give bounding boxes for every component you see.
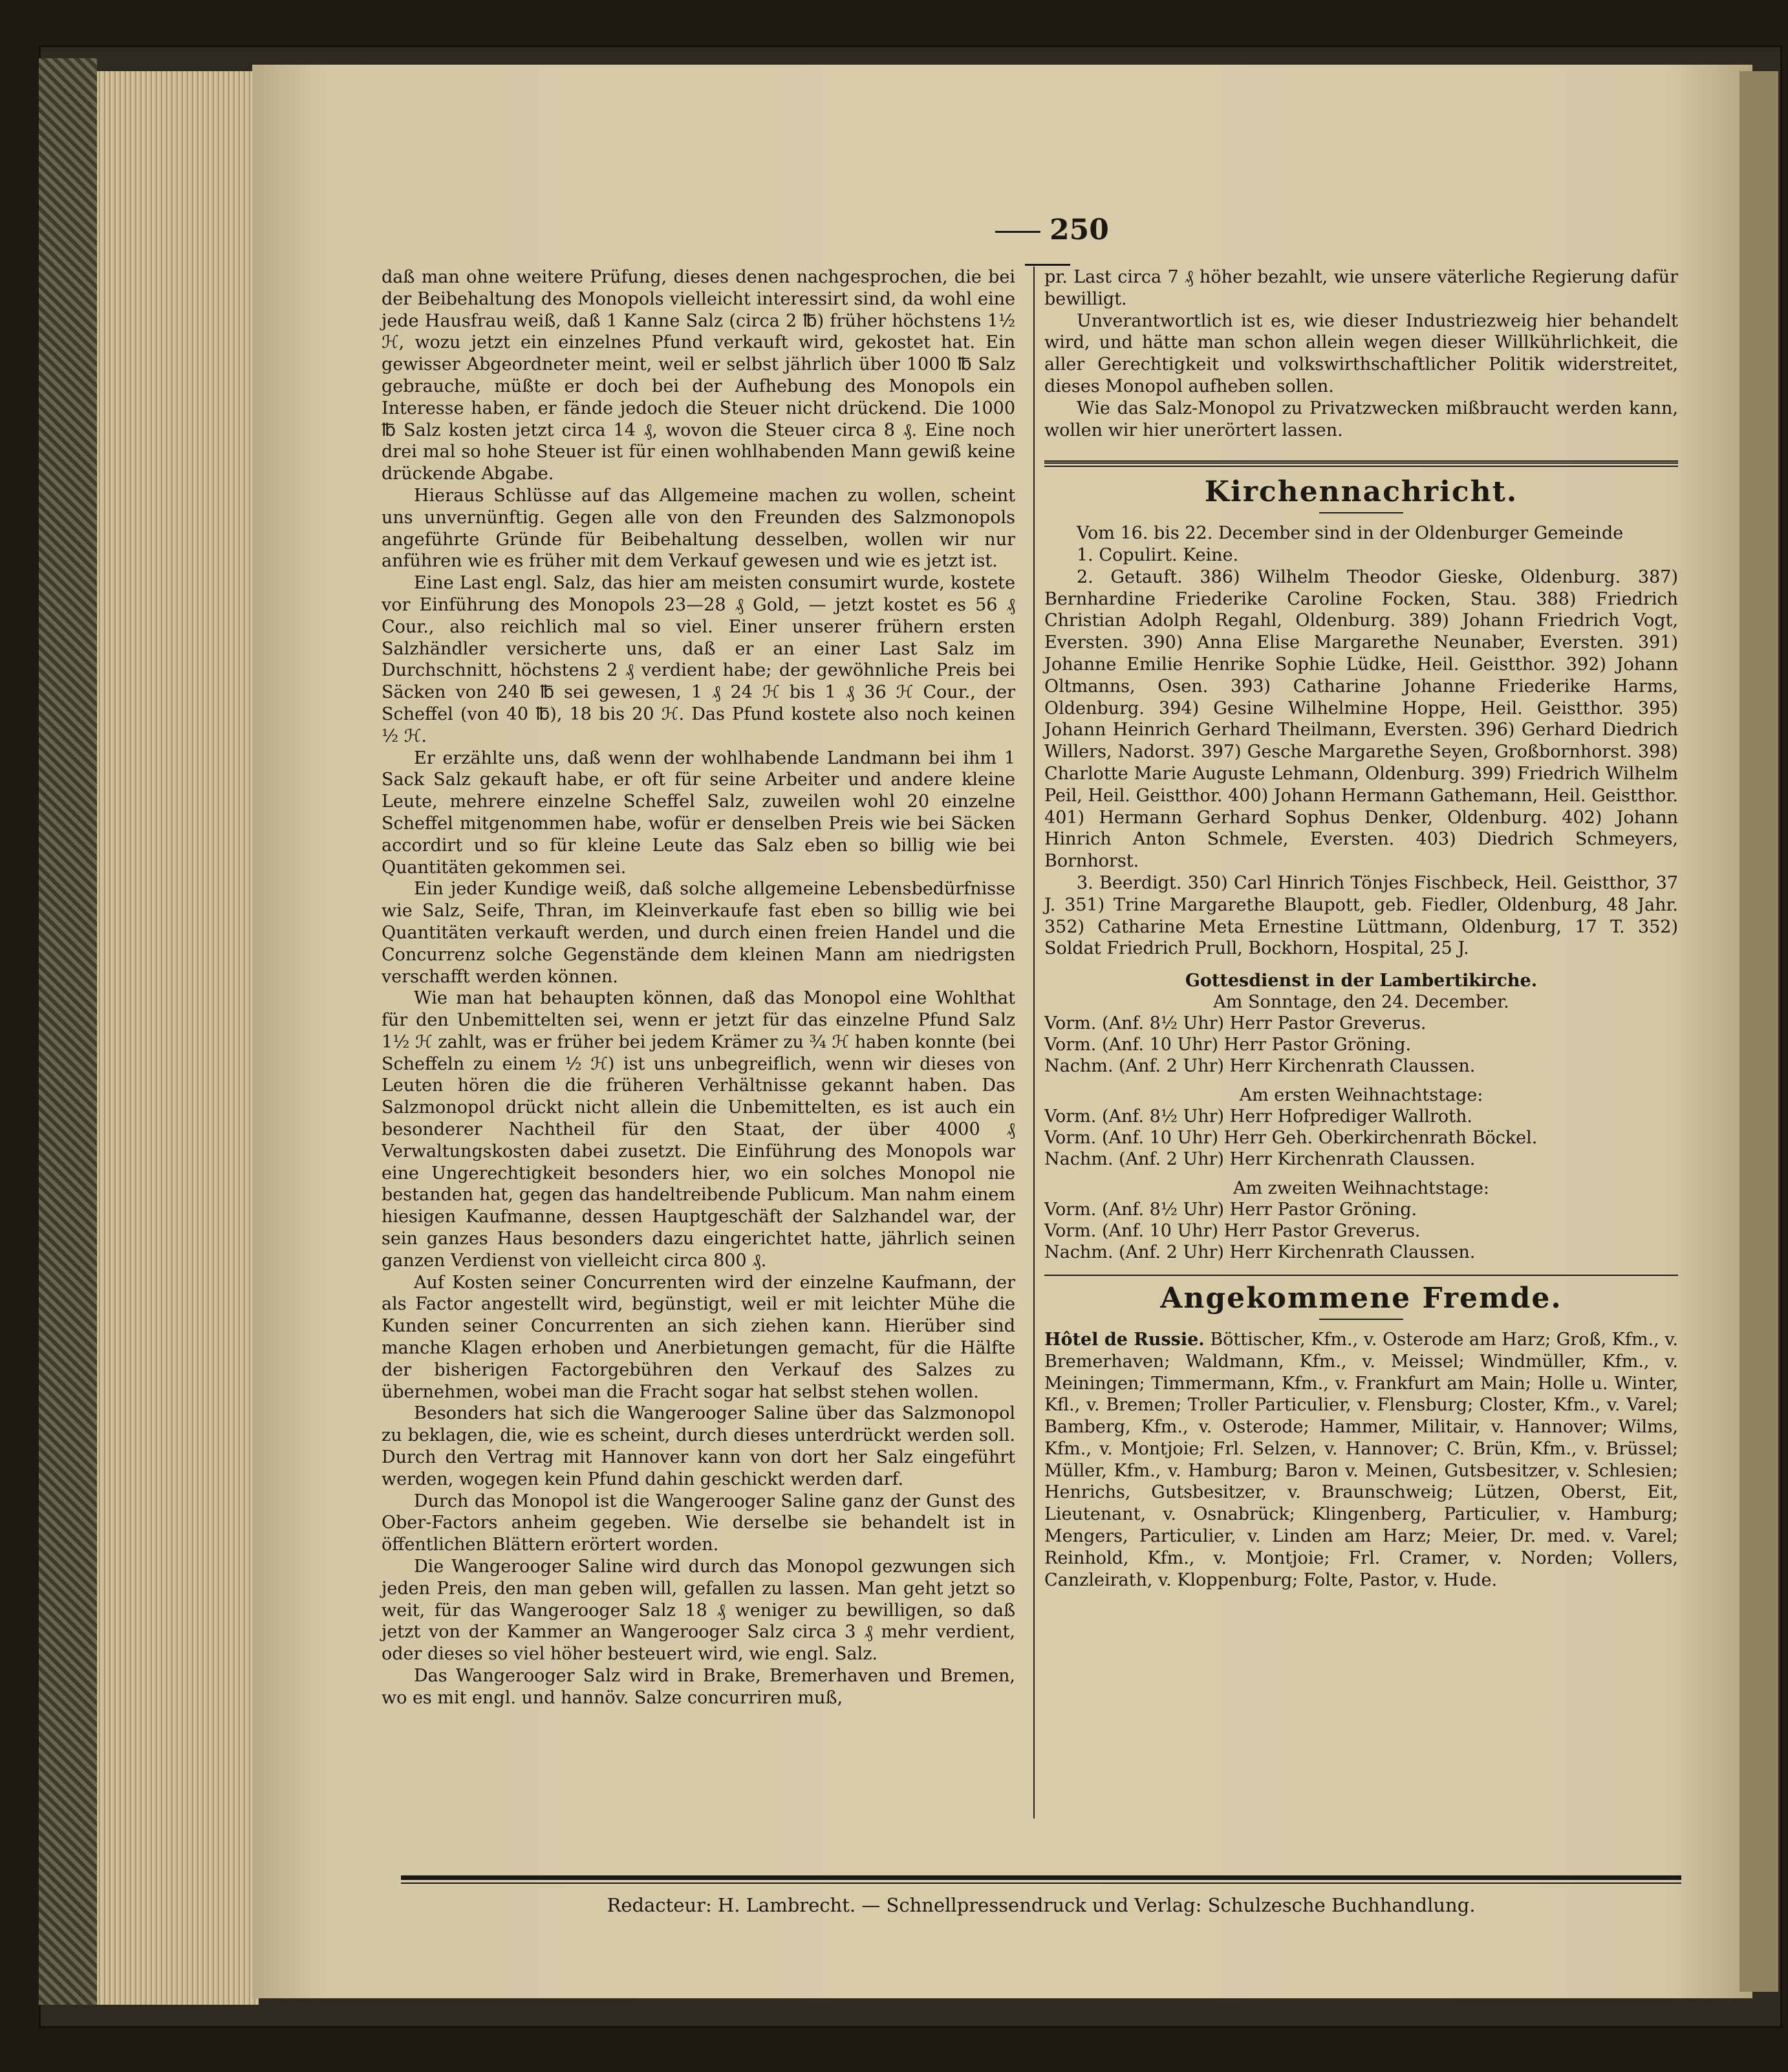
- paragraph: Er erzählte uns, daß wenn der wohlhabende Landmann bei ihm 1 Sack Salz gekauft habe, er oft für seine Arbeiter und andere kleine Leute, mehrere einzelne Scheffel Salz, zuweilen wohl 20 einzelne Scheffel mitgenommen habe, wofür er denselben Preis wie bei Säcken accordirt und so für kleine Leute das Salz eben so billig wie bei Quantitäten gekommen sei.: [382, 748, 1015, 878]
- service-line: Nachm. (Anf. 2 Uhr) Herr Kirchenrath Claussen.: [1044, 1149, 1476, 1170]
- paragraph: Das Wangerooger Salz wird in Brake, Bremerhaven und Bremen, wo es mit engl. und hannöv. Salze concurriren muß,: [382, 1666, 1015, 1708]
- service-line: Vorm. (Anf. 8½ Uhr) Herr Hofprediger Wallroth.: [1044, 1106, 1472, 1127]
- service-line: Vorm. (Anf. 8½ Uhr) Herr Pastor Greverus.: [1044, 1013, 1427, 1034]
- paragraph: pr. Last circa 7 ₰ höher bezahlt, wie unsere väterliche Regierung dafür bewilligt.: [1044, 267, 1678, 309]
- left-column: [382, 266, 1015, 1709]
- service-line: Nachm. (Anf. 2 Uhr) Herr Kirchenrath Claussen.: [1044, 1056, 1476, 1077]
- hotel-name: Hôtel de Russie.: [1044, 1329, 1205, 1350]
- arrivals-heading: Angekommene Fremde.: [1160, 1282, 1562, 1315]
- paragraph: Ein jeder Kundige weiß, daß solche allgemeine Lebensbedürfnisse wie Salz, Seife, Thran, im Kleinverkaufe fast eben so billig wie bei Quantitäten verkauft werden, und durch einen freien Handel und die Concurrenz solche Gegenstände dem kleinen Mann am niedrigsten verschafft werden können.: [382, 879, 1015, 987]
- short-rule: [1319, 512, 1403, 513]
- footer-rule: [401, 1875, 1681, 1884]
- church-intro: Vom 16. bis 22. December sind in der Oldenburger Gemeinde: [1077, 523, 1624, 544]
- paragraph: Eine Last engl. Salz, das hier am meisten consumirt wurde, kostete vor Einführung des Monopols 23—28 ₰ Gold, — jetzt kostet es 56 ₰ Cour., also reichlich mal so viel. Einer unserer frühern ersten Salzhändler versicherte uns, daß er an einer Last Salz im Durchschnitt, höchstens 2 ₰ verdient habe; der gewöhnliche Preis bei Säcken von 240 ℔ sei gewesen, 1 ₰ 24 ℋ bis 1 ₰ 36 ℋ Cour., der Scheffel (von 40 ℔), 18 bis 20 ℋ. Das Pfund kostete also noch keinen ½ ℋ.: [382, 573, 1015, 746]
- service-line: Nachm. (Anf. 2 Uhr) Herr Kirchenrath Claussen.: [1044, 1242, 1476, 1263]
- paragraph: Auf Kosten seiner Concurrenten wird der einzelne Kaufmann, der als Factor angestellt wird, begünstigt, weil er mit leichter Mühe die Kunden seiner Concurrenten an sich ziehen kann. Hierüber sind manche Klagen erhoben und Anerbietungen gemacht, für die Hälfte der bisherigen Factorgebühren den Verkauf des Salzes zu übernehmen, wobei man die Fracht sogar hat selbst stehen wollen.: [382, 1272, 1015, 1402]
- page-edges: [97, 71, 259, 2005]
- church-news-heading: Kirchennachricht.: [1204, 475, 1518, 509]
- service-line: Vorm. (Anf. 10 Uhr) Herr Pastor Gröning.: [1044, 1035, 1412, 1055]
- service-line: Vorm. (Anf. 8½ Uhr) Herr Pastor Gröning.: [1044, 1200, 1417, 1220]
- column-divider: [1033, 266, 1035, 1818]
- section-rule: [1044, 1275, 1678, 1276]
- right-gutter: [1740, 71, 1778, 1992]
- paragraph: Unverantwortlich ist es, wie dieser Industriezweig hier behandelt wird, und hätte man schon allein wegen dieser Willkührlichkeit, die aller Gerechtigkeit und volkswirthschaftlicher Politik widerstreitet, dieses Monopol aufheben sollen.: [1044, 310, 1678, 396]
- paragraph: daß man ohne weitere Prüfung, dieses denen nachgesprochen, die bei der Beibehaltung des Monopols vielleicht interessirt sind, da wohl eine jede Hausfrau weiß, daß 1 Kanne Salz (circa 2 ℔) früher höchstens 1½ ℋ, wozu jetzt ein einzelnes Pfund verkauft wird, gekostet hat. Ein gewisser Abgeordneter meint, weil er selbst jährlich über 1000 ℔ Salz gebrauche, müßte er doch bei der Aufhebung des Monopols ein Interesse haben, er fände jedoch die Steuer nicht drückend. Die 1000 ℔ Salz kosten jetzt circa 14 ₰, wovon die Steuer circa 8 ₰. Eine noch drei mal so hohe Steuer ist für einen wohlhabenden Mann gewiß keine drückende Abgabe.: [382, 267, 1015, 484]
- page-footer: [401, 1875, 1681, 1916]
- page-number: 250: [964, 213, 1132, 279]
- service-line: Vorm. (Anf. 10 Uhr) Herr Pastor Greverus.: [1044, 1221, 1421, 1242]
- sunday-heading: Am Sonntage, den 24. December.: [1213, 992, 1509, 1013]
- short-rule: [1319, 1319, 1403, 1320]
- imprint-line: Redacteur: H. Lambrecht. — Schnellpressendruck und Verlag: Schulzesche Buchhandlung.: [607, 1894, 1476, 1916]
- book-spine: [39, 58, 97, 2005]
- second-christmas-heading: Am zweiten Weihnachtstage:: [1233, 1178, 1489, 1199]
- services-heading: Gottesdienst in der Lambertikirche.: [1185, 971, 1538, 991]
- paragraph: Die Wangerooger Saline wird durch das Monopol gezwungen sich jeden Preis, den man geben will, gefallen zu lassen. Man geht jetzt so weit, für das Wangerooger Salz 18 ₰ weniger zu bewilligen, so daß jetzt von der Kammer an Wangerooger Salz circa 3 ₰ mehr verdient, oder dieses so viel höher besteuert wird, wie engl. Salz.: [382, 1557, 1015, 1665]
- services-block: [1044, 970, 1678, 1263]
- arrivals-list: [1044, 1329, 1678, 1592]
- first-christmas-heading: Am ersten Weihnachtstage:: [1239, 1085, 1483, 1106]
- service-line: Vorm. (Anf. 10 Uhr) Herr Geh. Oberkirchenrath Böckel.: [1044, 1128, 1538, 1149]
- arrivals-text: Böttischer, Kfm., v. Osterode am Harz; Groß, Kfm., v. Bremerhaven; Waldmann, Kfm., v. Meissel; Windmüller, Kfm., v. Meiningen; Timmermann, Kfm., v. Frankfurt am Main; Holle u. Winter, Kfl., v. Bremen; Troller Particulier, v. Flensburg; Closter, Kfm., v. Varel; Bamberg, Kfm., v. Osterode; Hammer, Militair, v. Hannover; Wilms, Kfm., v. Montjoie; Frl. Selzen, v. Hannover; C. Brün, Kfm., v. Brüssel; Müller, Kfm., v. Hamburg; Baron v. Meinen, Gutsbesitzer, v. Schlesien; Henrichs, Gutsbesitzer, v. Braunschweig; Lützen, Oberst, Eit, Lieutenant, v. Osnabrück; Klingenberg, Particulier, v. Hamburg; Mengers, Particulier, v. Linden am Harz; Meier, Dr. med. v. Varel; Reinhold, Kfm., v. Montjoie; Frl. Cramer, v. Norden; Vollers, Canzleirath, v. Kloppenburg; Folte, Pastor, v. Hude.: [1044, 1329, 1678, 1590]
- paragraph: Wie man hat behaupten können, daß das Monopol eine Wohlthat für den Unbemittelten sei, wenn er jetzt für das einzelne Pfund Salz 1½ ℋ zahlt, was er früher bei jedem Krämer zu ¾ ℋ haben konnte (bei Scheffeln zu einem ½ ℋ) ist uns unbegreiflich, wenn wir dieses von Leuten hören die die früheren Verhältnisse gekannt haben. Das Salzmonopol drückt nicht allein die Unbemittelten, es ist auch ein besonderer Nachtheil für den Staat, der über 4000 ₰ Verwaltungskosten dabei zusetzt. Die Einführung des Monopols war eine Ungerechtigkeit besonders hier, wo ein solches Monopol nie bestanden hat, gegen das handeltreibende Publicum. Man nahm einem hiesigen Kaufmanne, dessen Hauptgeschäft der Salzhandel war, der sein ganzes Haus besonders dazu eingerichtet hatte, jährlich seinen ganzen Verdienst von vielleicht circa 800 ₰.: [382, 988, 1015, 1271]
- church-baptized: 2. Getauft. 386) Wilhelm Theodor Gieske, Oldenburg. 387) Bernhardine Friederike Caroline Focken, Stau. 388) Friedrich Christian Adolph Regahl, Oldenburg. 389) Johann Friedrich Vogt, Eversten. 390) Anna Elise Margarethe Neunaber, Eversten. 391) Johanne Emilie Henrike Sophie Lüdke, Heil. Geistthor. 392) Johann Oltmanns, Osen. 393) Catharine Johanne Friederike Harms, Oldenburg. 394) Gesine Wilhelmine Hoppe, Heil. Geistthor. 395) Johann Heinrich Gerhard Theilmann, Eversten. 396) Gerhard Diedrich Willers, Nadorst. 397) Gesche Margarethe Seyen, Großbornhorst. 398) Charlotte Marie Auguste Lehmann, Oldenburg. 399) Friedrich Wilhelm Peil, Heil. Geistthor. 400) Johann Hermann Gathemann, Heil. Geistthor. 401) Hermann Gerhard Sophus Denker, Oldenburg. 402) Johann Hinrich Anton Schmele, Eversten. 403) Diedrich Schmeyers, Bornhorst.: [1044, 567, 1678, 872]
- paragraph: Durch das Monopol ist die Wangerooger Saline ganz der Gunst des Ober-Factors anheim gegeben. Wie derselbe sie behandelt ist in öffentlichen Blättern erörtert worden.: [382, 1491, 1015, 1555]
- right-column: [1044, 266, 1678, 1591]
- paragraph: Besonders hat sich die Wangerooger Saline über das Salzmonopol zu beklagen, die, wie es scheint, durch dieses unterdrückt werden soll. Durch den Vertrag mit Hannover kann von dort her Salz eingeführt werden, wogegen kein Pfund dahin geschickt werden darf.: [382, 1403, 1015, 1489]
- section-rule: [1044, 460, 1678, 467]
- paragraph: Hieraus Schlüsse auf das Allgemeine machen zu wollen, scheint uns unvernünftig. Gegen alle von den Freunden des Salzmonopols angeführte Gründe für Beibehaltung desselben, wollen wir nur anführen wie es früher mit dem Verkauf gewesen und wie es jetzt ist.: [382, 485, 1015, 572]
- church-buried: 3. Beerdigt. 350) Carl Hinrich Tönjes Fischbeck, Heil. Geistthor, 37 J. 351) Trine Margarethe Blaupott, geb. Fiedler, Oldenburg, 48 Jahr. 352) Catharine Meta Ernestine Lüttmann, Oldenburg, 17 T. 352) Soldat Friedrich Prull, Bockhorn, Hospital, 25 J.: [1044, 872, 1678, 959]
- paragraph: Wie das Salz-Monopol zu Privatzwecken mißbraucht werden kann, wollen wir hier unerörtert lassen.: [1044, 398, 1678, 440]
- church-married: 1. Copulirt. Keine.: [1077, 545, 1239, 565]
